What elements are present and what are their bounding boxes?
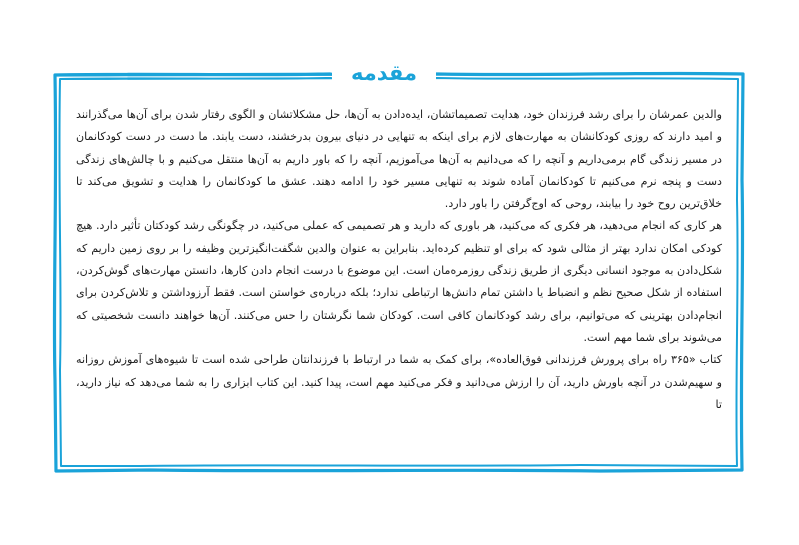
paragraph-3: کتاب «۳۶۵ راه برای پرورش فرزندانی فوق‌العاده»، برای کمک به شما در ارتباط با فرزندانتان طراحی شده است تا شیوه‌های آموزش روزانه و سهیم‌شدن در آنچه باورش دارید، آن را ارزش می‌دانید و فکر می‌کنید مهم است، پیدا کنید. این کتاب ابزاری را به شما می‌دهد که نیاز دارید، تا: [76, 353, 722, 411]
intro-body: [76, 104, 722, 416]
paragraph-2: هر کاری که انجام می‌دهید، هر فکری که می‌کنید، هر باوری که دارید و هر تصمیمی که عملی می‌کنید، در چگونگی رشد کودکتان تأثیر دارد. هیچ کودکی امکان ندارد بهتر از مثالی شود که برای او تنظیم کرده‌اید. بنابراین به عنوان والدین شگفت‌انگیزترین وظیفه را بر روی زمین داریم که شکل‌دادن به موجود انسانی دیگری از طریق زندگی روزمره‌مان است. این موضوع با درست انجام دادن کارها، دانستن مهارت‌های گوش‌کردن، استفاده از شکل صحیح نظم و انضباط یا داشتن تمام دانش‌ها ارتباطی ندارد؛ بلکه درباره‌ی خواستن است. فقط آرزوداشتن و تلاش‌کردن برای انجام‌دادن بهترینی که می‌توانیم، برای رشد کودکانمان کافی است. کودکان شما نگرشتان را حس می‌کنند. آن‌ها خواهند دانست شخصیتی که می‌شوند برای شما مهم است.: [76, 219, 722, 344]
page-title: مقدمه: [332, 56, 436, 90]
paragraph-1: والدین عمرشان را برای رشد فرزندان خود، هدایت تصمیماتشان، ایده‌دادن به آن‌ها، حل مشکلاتشان و الگوی رفتار شدن برای آن‌ها می‌گذرانند و امید دارند که روزی کودکانشان به مهارت‌های لازم برای اینکه به تنهایی در دنیای بیرون بدرخشند، دست یابند. ما دست در دست کودکانمان در مسیر زندگی گام برمی‌داریم و آنچه را که می‌دانیم به آن‌ها می‌آموزیم، آنچه را که باور داریم به آن‌ها منتقل می‌کنیم و با چالش‌های زندگی دست و پنجه نرم می‌کنیم تا کودکانمان آماده شوند به تنهایی مسیر خود را ادامه دهند. عشق ما کودکانمان را هدایت و تشویق می‌کند تا خلاق‌ترین روح خود را بیابند، روحی که اوج‌گرفتن را باور دارد.: [76, 108, 722, 211]
